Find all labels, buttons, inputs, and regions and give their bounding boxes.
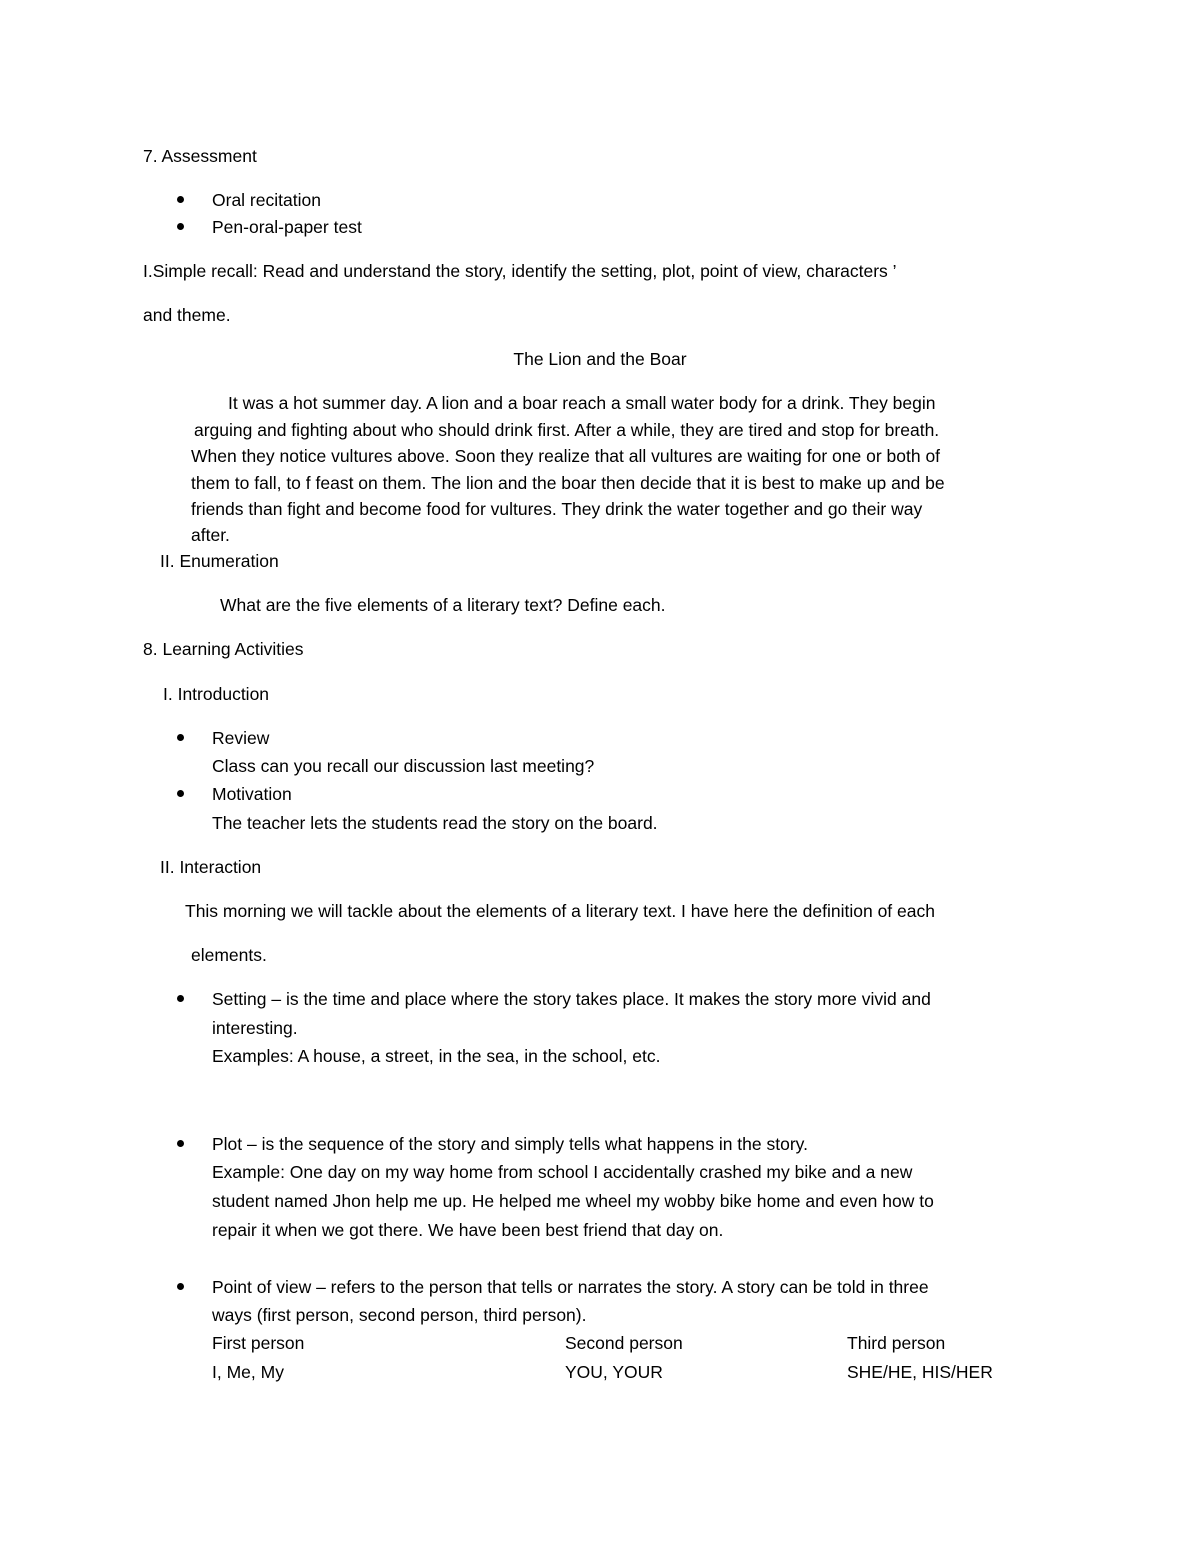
motivation-label: Motivation bbox=[212, 784, 292, 804]
bullet-icon bbox=[177, 1140, 184, 1147]
introduction-heading: I. Introduction bbox=[163, 684, 270, 704]
pov-header-third: Third person bbox=[847, 1333, 946, 1353]
plot-example-cont: repair it when we got there. We have been best friend that day on. bbox=[212, 1220, 724, 1240]
bullet-icon bbox=[177, 995, 184, 1002]
bullet-icon bbox=[177, 1283, 184, 1290]
setting-definition: Setting – is the time and place where the story takes place. It makes the story more vivid and bbox=[212, 989, 931, 1009]
setting-examples: Examples: A house, a street, in the sea, in the school, etc. bbox=[212, 1046, 661, 1066]
interaction-heading: II. Interaction bbox=[160, 857, 262, 877]
plot-definition: Plot – is the sequence of the story and simply tells what happens in the story. bbox=[212, 1134, 808, 1154]
review-label: Review bbox=[212, 728, 270, 748]
motivation-text: The teacher lets the students read the story on the board. bbox=[212, 813, 658, 833]
pov-header-second: Second person bbox=[565, 1333, 683, 1353]
story-title: The Lion and the Boar bbox=[513, 349, 687, 369]
story-line: It was a hot summer day. A lion and a boar reach a small water body for a drink. They begin bbox=[228, 393, 936, 413]
interaction-text: This morning we will tackle about the elements of a literary text. I have here the definition of each bbox=[185, 901, 935, 921]
enumeration-question: What are the five elements of a literary text? Define each. bbox=[220, 595, 666, 615]
list-item: Pen-oral-paper test bbox=[212, 217, 362, 237]
interaction-text-cont: elements. bbox=[191, 945, 267, 965]
pov-definition-cont: ways (first person, second person, third person). bbox=[212, 1305, 587, 1325]
bullet-icon bbox=[177, 223, 184, 230]
pov-header-first: First person bbox=[212, 1333, 305, 1353]
pov-value-third: SHE/HE, HIS/HER bbox=[847, 1362, 993, 1382]
story-line: after. bbox=[191, 525, 230, 545]
story-line: friends than fight and become food for vultures. They drink the water together and go their way bbox=[191, 499, 923, 519]
bullet-icon bbox=[177, 734, 184, 741]
pov-value-second: YOU, YOUR bbox=[565, 1362, 663, 1382]
story-line: arguing and fighting about who should drink first. After a while, they are tired and stop for breath. bbox=[194, 420, 940, 440]
plot-example-cont: student named Jhon help me up. He helped me wheel my wobby bike home and even how to bbox=[212, 1191, 934, 1211]
list-item: Oral recitation bbox=[212, 190, 321, 210]
story-line: them to fall, to f feast on them. The lion and the boar then decide that it is best to make up and be bbox=[191, 473, 945, 493]
pov-definition: Point of view – refers to the person that tells or narrates the story. A story can be told in three bbox=[212, 1277, 929, 1297]
activities-heading: 8. Learning Activities bbox=[143, 639, 304, 659]
simple-recall-instruction-cont: and theme. bbox=[143, 305, 231, 325]
assessment-heading: 7. Assessment bbox=[143, 146, 257, 166]
enumeration-heading: II. Enumeration bbox=[160, 551, 279, 571]
review-text: Class can you recall our discussion last meeting? bbox=[212, 756, 595, 776]
pov-value-first: I, Me, My bbox=[212, 1362, 284, 1382]
story-line: When they notice vultures above. Soon they realize that all vultures are waiting for one or both of bbox=[191, 446, 941, 466]
simple-recall-instruction: I.Simple recall: Read and understand the story, identify the setting, plot, point of view, characters ’ bbox=[143, 261, 897, 281]
setting-definition-cont: interesting. bbox=[212, 1018, 298, 1038]
plot-example: Example: One day on my way home from school I accidentally crashed my bike and a new bbox=[212, 1162, 913, 1182]
bullet-icon bbox=[177, 790, 184, 797]
bullet-icon bbox=[177, 196, 184, 203]
